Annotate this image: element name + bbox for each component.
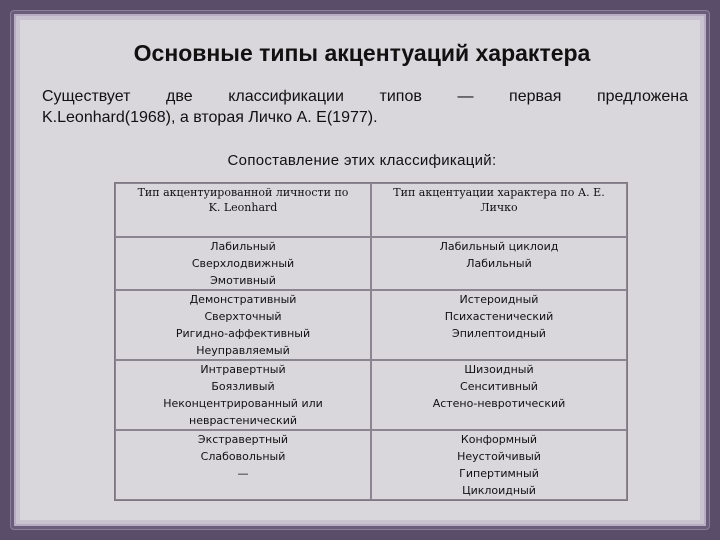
type-name: неврастенический xyxy=(189,414,297,427)
type-name: Истероидный xyxy=(459,293,539,306)
lichko-type-cell xyxy=(371,360,627,430)
table-header-row xyxy=(115,183,627,237)
type-name: Неконцентрированный или xyxy=(163,397,323,410)
type-name: Конформный xyxy=(460,433,538,446)
intro-word: — xyxy=(457,88,474,105)
intro-word: Существует xyxy=(42,88,131,105)
type-name: Интравертный xyxy=(200,363,286,376)
leonhard-type-cell xyxy=(115,290,371,360)
header-leonhard xyxy=(115,183,371,237)
header-line: Тип акцентуации характера по А. Е. xyxy=(393,186,605,199)
type-name: Сверхлодвижный xyxy=(191,257,295,270)
intro-paragraph xyxy=(42,86,688,128)
lichko-type-cell xyxy=(371,430,627,500)
type-name: Боязливый xyxy=(211,380,275,393)
type-name: Циклоидный xyxy=(462,484,536,497)
type-name: Лабильный xyxy=(466,257,532,270)
type-name: Слабовольный xyxy=(200,450,286,463)
table-caption: Сопоставление этих классификаций: xyxy=(227,152,497,169)
type-name: Неустойчивый xyxy=(457,450,541,463)
type-name: Сверхточный xyxy=(204,310,282,323)
type-name: Астено-невротический xyxy=(432,397,566,410)
type-name: — xyxy=(237,467,249,480)
type-name: Шизоидный xyxy=(464,363,534,376)
intro-word: две xyxy=(166,88,193,105)
leonhard-type-cell xyxy=(115,360,371,430)
lichko-type-cell xyxy=(371,290,627,360)
table-row xyxy=(115,237,627,290)
intro-line-1 xyxy=(42,86,688,107)
type-name: Эпилептоидный xyxy=(452,327,546,340)
type-name: Экстравертный xyxy=(197,433,289,446)
table-row xyxy=(115,290,627,360)
intro-line-2: K.Leonhard(1968), а вторая Личко А. Е(1977). xyxy=(42,109,378,126)
type-name: Психастенический xyxy=(444,310,554,323)
header-line: Личко xyxy=(480,201,518,214)
header-line: K. Leonhard xyxy=(208,201,278,214)
table-row xyxy=(115,360,627,430)
intro-word: типов xyxy=(379,88,422,105)
leonhard-type-cell xyxy=(115,430,371,500)
type-name: Ригидно-аффективный xyxy=(175,327,311,340)
slide xyxy=(14,14,706,526)
type-name: Гипертимный xyxy=(459,467,539,480)
type-name: Неуправляемый xyxy=(196,344,290,357)
lichko-type-cell xyxy=(371,237,627,290)
comparison-table xyxy=(114,182,628,501)
intro-word: классификации xyxy=(228,88,344,105)
intro-word: предложена xyxy=(596,88,688,105)
type-name: Эмотивный xyxy=(210,274,276,287)
type-name: Лабильный xyxy=(210,240,276,253)
type-name: Сенситивный xyxy=(460,380,538,393)
type-name: Демонстративный xyxy=(189,293,297,306)
header-line: Тип акцентуированной личности по xyxy=(137,186,349,199)
slide-title: Основные типы акцентуаций характера xyxy=(133,40,591,66)
header-lichko xyxy=(371,183,627,237)
table-row xyxy=(115,430,627,500)
leonhard-type-cell xyxy=(115,237,371,290)
intro-word: первая xyxy=(509,88,562,105)
type-name: Лабильный циклоид xyxy=(439,240,559,253)
